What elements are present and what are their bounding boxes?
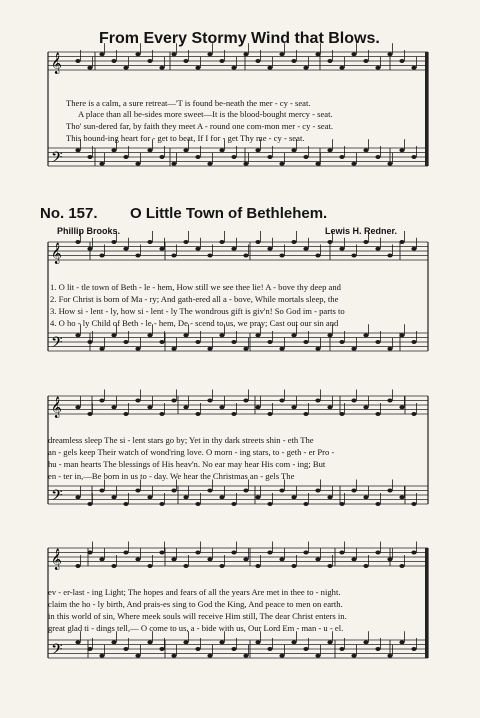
note-head — [219, 564, 224, 568]
note-head — [279, 399, 284, 403]
note-head — [375, 502, 380, 506]
note-head — [339, 551, 344, 555]
note-head — [279, 489, 284, 493]
note-head — [267, 66, 272, 70]
note-head — [363, 405, 368, 409]
note-head — [339, 66, 344, 70]
note-head — [303, 502, 308, 506]
note-head — [135, 557, 140, 561]
note-head — [315, 557, 320, 561]
note-head — [339, 340, 344, 344]
note-head — [243, 557, 248, 561]
note-head — [399, 148, 404, 152]
note-head — [303, 340, 308, 344]
note-head — [183, 495, 188, 499]
note-head — [231, 66, 236, 70]
note-head — [195, 502, 200, 506]
note-head — [315, 399, 320, 403]
note-head — [135, 399, 140, 403]
lyric-line: dreamless sleep The si - lent stars go by; Yet in thy dark streets shin - eth The — [48, 435, 314, 445]
note-head — [183, 333, 188, 337]
note-head — [315, 489, 320, 493]
note-head — [243, 52, 248, 56]
note-head — [87, 502, 92, 506]
note-head — [315, 162, 320, 166]
note-head — [387, 254, 392, 258]
note-head — [159, 247, 164, 251]
note-head — [87, 247, 92, 251]
note-head — [375, 647, 380, 651]
note-head — [147, 59, 152, 63]
note-head — [195, 247, 200, 251]
note-head — [231, 502, 236, 506]
note-head — [123, 647, 128, 651]
note-head — [159, 412, 164, 416]
note-head — [111, 333, 116, 337]
note-head — [291, 148, 296, 152]
note-head — [171, 399, 176, 403]
note-head — [267, 155, 272, 159]
note-head — [327, 240, 332, 244]
note-head — [195, 551, 200, 555]
note-head — [315, 254, 320, 258]
note-head — [207, 162, 212, 166]
note-head — [315, 654, 320, 658]
note-head — [267, 247, 272, 251]
note-head — [267, 340, 272, 344]
lyricist-credit: Phillip Brooks. — [57, 226, 121, 236]
note-head — [363, 495, 368, 499]
note-head — [303, 551, 308, 555]
note-head — [135, 489, 140, 493]
note-head — [207, 557, 212, 561]
note-head — [303, 247, 308, 251]
note-head — [195, 412, 200, 416]
note-head — [99, 399, 104, 403]
note-head — [135, 52, 140, 56]
note-head — [327, 59, 332, 63]
note-head — [363, 564, 368, 568]
note-head — [375, 247, 380, 251]
note-head — [399, 495, 404, 499]
note-head — [255, 640, 260, 644]
note-head — [411, 412, 416, 416]
note-head — [159, 502, 164, 506]
note-head — [159, 155, 164, 159]
note-head — [231, 647, 236, 651]
note-head — [183, 405, 188, 409]
note-head — [327, 148, 332, 152]
note-head — [387, 162, 392, 166]
note-head — [351, 347, 356, 351]
note-head — [411, 66, 416, 70]
note-head — [279, 254, 284, 258]
note-head — [99, 654, 104, 658]
note-head — [111, 564, 116, 568]
note-head — [243, 489, 248, 493]
note-head — [207, 254, 212, 258]
note-head — [291, 640, 296, 644]
note-head — [87, 412, 92, 416]
note-head — [111, 640, 116, 644]
note-head — [123, 340, 128, 344]
note-head — [171, 347, 176, 351]
note-head — [135, 347, 140, 351]
note-head — [363, 640, 368, 644]
note-head — [303, 155, 308, 159]
note-head — [339, 412, 344, 416]
note-head — [99, 347, 104, 351]
hymn-title-text: O Little Town of Bethlehem. — [130, 205, 328, 222]
note-head — [171, 654, 176, 658]
note-head — [255, 59, 260, 63]
note-head — [111, 240, 116, 244]
note-head — [387, 347, 392, 351]
note-head — [75, 564, 80, 568]
note-head — [291, 564, 296, 568]
note-head — [243, 654, 248, 658]
note-head — [255, 333, 260, 337]
note-head — [147, 640, 152, 644]
note-head — [291, 495, 296, 499]
note-head — [411, 247, 416, 251]
note-head — [351, 162, 356, 166]
note-head — [303, 647, 308, 651]
note-head — [279, 654, 284, 658]
note-head — [159, 340, 164, 344]
note-head — [231, 340, 236, 344]
note-head — [171, 254, 176, 258]
note-head — [75, 640, 80, 644]
note-head — [267, 412, 272, 416]
note-head — [291, 240, 296, 244]
note-head — [75, 59, 80, 63]
note-head — [363, 59, 368, 63]
lyric-line: 2. For Christ is born of Ma - ry; And gath-ered all a - bove, While mortals sleep, the — [50, 294, 339, 304]
note-head — [303, 66, 308, 70]
note-head — [279, 557, 284, 561]
lyric-line: an - gels keep Their watch of wond'ring love. O morn - ing stars, to - geth - er Pro - — [48, 447, 335, 457]
note-head — [387, 399, 392, 403]
note-head — [219, 333, 224, 337]
note-head — [267, 502, 272, 506]
note-head — [411, 647, 416, 651]
note-head — [387, 654, 392, 658]
note-head — [291, 405, 296, 409]
lyric-line: great glad ti - dings tell,— O come to us, a - bide with us, Our Lord Em - man - u - el. — [48, 623, 344, 633]
note-head — [111, 495, 116, 499]
note-head — [75, 405, 80, 409]
note-head — [111, 405, 116, 409]
note-head — [171, 557, 176, 561]
note-head — [255, 564, 260, 568]
note-head — [75, 148, 80, 152]
note-head — [135, 162, 140, 166]
note-head — [147, 405, 152, 409]
note-head — [363, 333, 368, 337]
note-head — [183, 564, 188, 568]
note-head — [171, 489, 176, 493]
note-head — [399, 240, 404, 244]
note-head — [231, 412, 236, 416]
note-head — [195, 647, 200, 651]
note-head — [387, 489, 392, 493]
note-head — [147, 333, 152, 337]
note-head — [399, 640, 404, 644]
note-head — [243, 162, 248, 166]
note-head — [123, 502, 128, 506]
note-head — [87, 66, 92, 70]
note-head — [351, 489, 356, 493]
note-head — [183, 59, 188, 63]
note-head — [99, 254, 104, 258]
note-head — [255, 495, 260, 499]
note-head — [219, 495, 224, 499]
note-head — [411, 551, 416, 555]
note-head — [123, 155, 128, 159]
note-head — [351, 254, 356, 258]
note-head — [75, 333, 80, 337]
note-head — [195, 66, 200, 70]
note-head — [327, 333, 332, 337]
note-head — [291, 333, 296, 337]
note-head — [387, 52, 392, 56]
note-head — [339, 155, 344, 159]
note-head — [147, 564, 152, 568]
note-head — [267, 551, 272, 555]
note-head — [339, 247, 344, 251]
note-head — [87, 551, 92, 555]
note-head — [279, 52, 284, 56]
note-head — [159, 647, 164, 651]
note-head — [327, 640, 332, 644]
note-head — [279, 162, 284, 166]
note-head — [219, 640, 224, 644]
note-head — [147, 495, 152, 499]
note-head — [159, 66, 164, 70]
note-head — [87, 155, 92, 159]
note-head — [159, 551, 164, 555]
note-head — [255, 405, 260, 409]
note-head — [135, 254, 140, 258]
note-head — [303, 412, 308, 416]
note-head — [171, 162, 176, 166]
note-head — [99, 52, 104, 56]
note-head — [243, 347, 248, 351]
note-head — [351, 557, 356, 561]
lyric-line: 3. How si - lent - ly, how si - lent - ly The wondrous gift is giv'n! So God im - parts to — [50, 306, 345, 316]
note-head — [207, 52, 212, 56]
lyric-line: ev - er-last - ing Light; The hopes and fears of all the years Are met in thee to - night. — [48, 587, 341, 597]
note-head — [387, 557, 392, 561]
note-head — [363, 240, 368, 244]
note-head — [375, 340, 380, 344]
note-head — [75, 240, 80, 244]
final-bar — [425, 548, 428, 658]
note-head — [183, 240, 188, 244]
clef-icon: 𝄢 — [51, 487, 63, 508]
clef-icon: 𝄞 — [51, 397, 62, 418]
note-head — [243, 399, 248, 403]
note-head — [147, 148, 152, 152]
lyric-line: 1. O lit - tle town of Beth - le - hem, How still we see thee lie! A - bove thy deep and — [50, 282, 341, 292]
note-head — [279, 347, 284, 351]
note-head — [315, 52, 320, 56]
note-head — [87, 647, 92, 651]
note-head — [327, 495, 332, 499]
note-head — [255, 240, 260, 244]
lyric-line: This bound-ing heart for - get to beat, If I for - get Thy me - cy - seat. — [66, 133, 305, 143]
note-head — [351, 399, 356, 403]
hymn-title-from-every-stormy-wind: From Every Stormy Wind that Blows. — [99, 30, 380, 47]
note-head — [327, 405, 332, 409]
note-head — [219, 405, 224, 409]
note-head — [123, 247, 128, 251]
note-head — [195, 155, 200, 159]
lyric-line: hu - man hearts The blessings of His heav'n. No ear may hear His com - ing; But — [48, 459, 326, 469]
note-head — [99, 162, 104, 166]
note-head — [375, 66, 380, 70]
note-head — [351, 52, 356, 56]
note-head — [207, 654, 212, 658]
clef-icon: 𝄢 — [51, 641, 63, 662]
note-head — [375, 155, 380, 159]
note-head — [111, 59, 116, 63]
note-head — [219, 148, 224, 152]
note-head — [411, 155, 416, 159]
note-head — [183, 640, 188, 644]
note-head — [123, 66, 128, 70]
lyric-line: There is a calm, a sure retreat—'T is found be-neath the mer - cy - seat. — [66, 98, 311, 108]
note-head — [123, 551, 128, 555]
note-head — [399, 564, 404, 568]
note-head — [207, 347, 212, 351]
note-head — [351, 654, 356, 658]
note-head — [291, 59, 296, 63]
lyric-line: 4. O ho - ly Child of Beth - le - hem, De - scend to us, we pray; Cast out our sin and — [50, 318, 339, 328]
note-head — [267, 647, 272, 651]
note-head — [375, 412, 380, 416]
lyric-line: claim the ho - ly birth, And prais-es sing to God the King, And peace to men on earth. — [48, 599, 343, 609]
note-head — [123, 412, 128, 416]
clef-icon: 𝄢 — [51, 149, 63, 170]
lyric-line: en - ter in,—Be born in us to - day. We hear the Christmas an - gels The — [48, 471, 295, 481]
note-head — [231, 247, 236, 251]
note-head — [87, 340, 92, 344]
note-head — [75, 495, 80, 499]
lyric-line: A place than all be-sides more sweet—It is the blood-bought mercy - seat. — [78, 109, 333, 119]
note-head — [399, 59, 404, 63]
note-head — [399, 333, 404, 337]
note-head — [339, 502, 344, 506]
note-head — [219, 59, 224, 63]
note-head — [231, 551, 236, 555]
note-head — [99, 557, 104, 561]
note-head — [255, 148, 260, 152]
note-head — [411, 340, 416, 344]
note-head — [315, 347, 320, 351]
note-head — [99, 489, 104, 493]
note-head — [207, 489, 212, 493]
lyric-line: in this world of sin, Where meek souls will receive Him still, The dear Christ enters in. — [48, 611, 347, 621]
note-head — [231, 155, 236, 159]
note-head — [111, 148, 116, 152]
note-head — [363, 148, 368, 152]
note-head — [375, 551, 380, 555]
clef-icon: 𝄞 — [51, 549, 62, 570]
composer-credit: Lewis H. Redner. — [325, 226, 398, 236]
note-head — [219, 240, 224, 244]
note-head — [183, 148, 188, 152]
note-head — [327, 564, 332, 568]
clef-icon: 𝄞 — [51, 243, 62, 264]
clef-icon: 𝄢 — [51, 334, 63, 355]
note-head — [339, 647, 344, 651]
hymn-number: No. 157. — [40, 205, 98, 222]
note-head — [399, 405, 404, 409]
note-head — [195, 340, 200, 344]
note-head — [243, 254, 248, 258]
note-head — [207, 399, 212, 403]
clef-icon: 𝄞 — [51, 53, 62, 74]
note-head — [147, 240, 152, 244]
note-head — [135, 654, 140, 658]
lyric-line: Tho' sun-dered far, by faith they meet A - round one com-mon mer - cy - seat. — [66, 121, 334, 131]
note-head — [171, 52, 176, 56]
note-head — [411, 502, 416, 506]
final-bar — [425, 52, 428, 166]
